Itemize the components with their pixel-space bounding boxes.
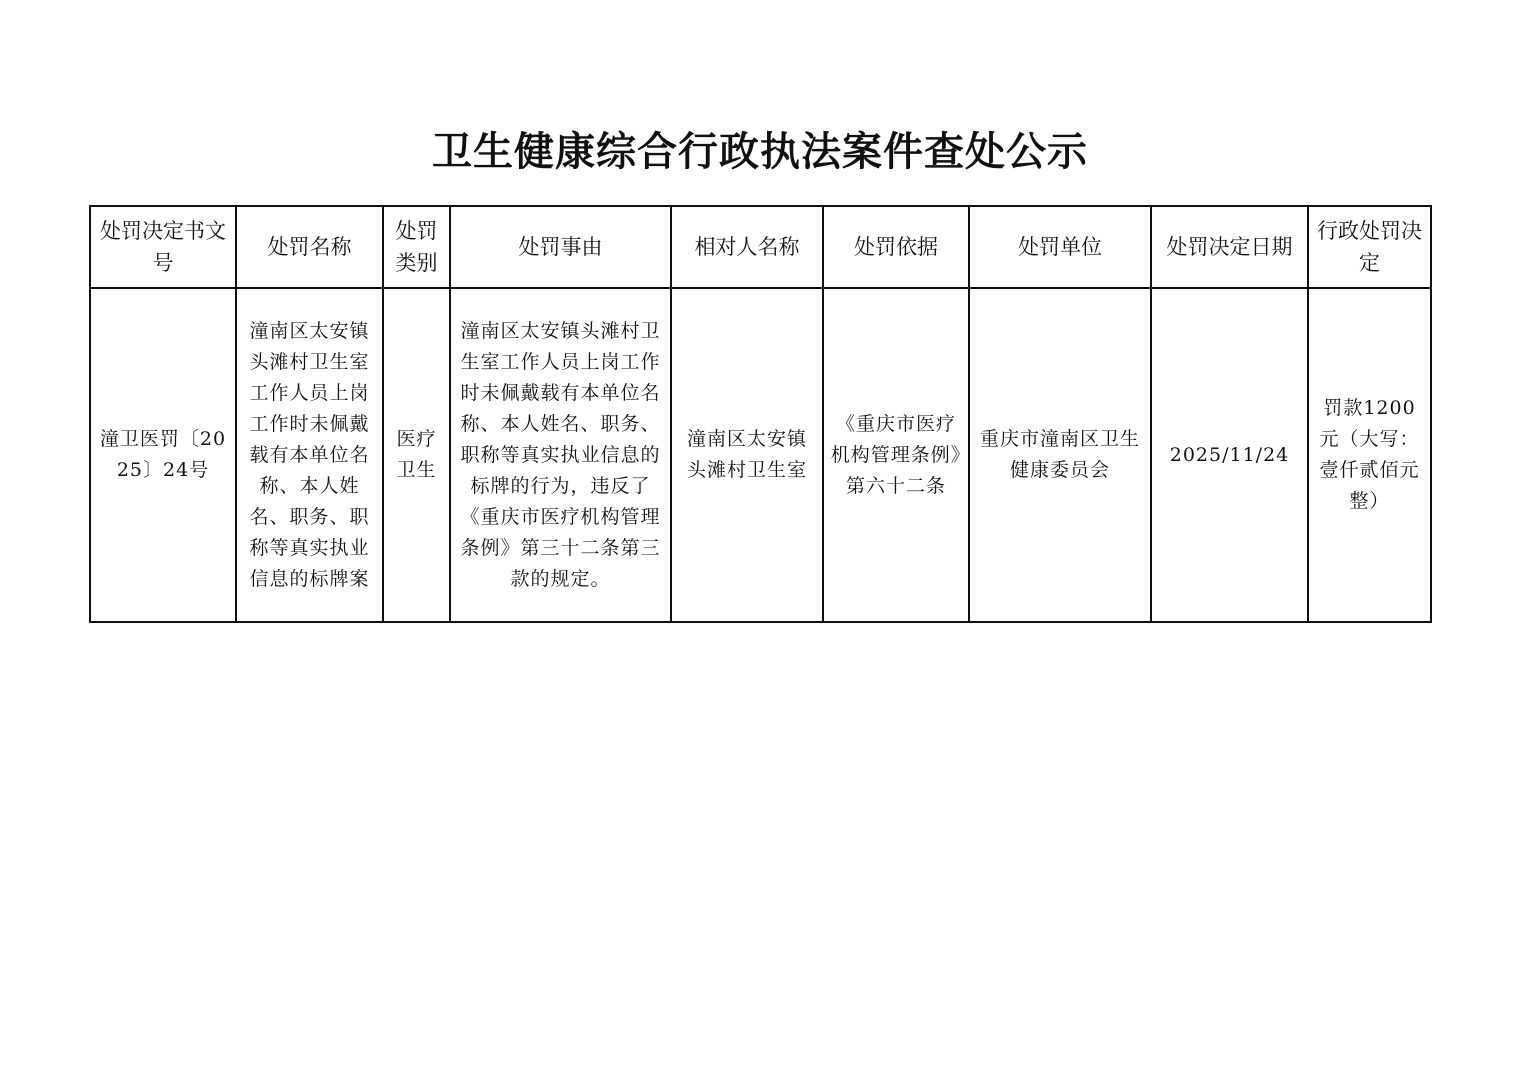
cell-penalty-basis: 《重庆市医疗机构管理条例》第六十二条 bbox=[823, 288, 969, 622]
header-penalty-category: 处罚类别 bbox=[383, 206, 450, 288]
header-decision-date: 处罚决定日期 bbox=[1151, 206, 1308, 288]
cell-decision-date: 2025/11/24 bbox=[1151, 288, 1308, 622]
header-penalty-unit: 处罚单位 bbox=[969, 206, 1151, 288]
table-row bbox=[90, 288, 1431, 622]
penalty-table bbox=[89, 205, 1432, 623]
header-penalty-name: 处罚名称 bbox=[236, 206, 383, 288]
cell-counterparty-name: 潼南区太安镇头滩村卫生室 bbox=[671, 288, 823, 622]
header-penalty-basis: 处罚依据 bbox=[823, 206, 969, 288]
cell-penalty-reason: 潼南区太安镇头滩村卫生室工作人员上岗工作时未佩戴载有本单位名称、本人姓名、职务、职称等真实执业信息的标牌的行为，违反了《重庆市医疗机构管理条例》第三十二条第三款的规定。 bbox=[450, 288, 671, 622]
header-counterparty-name: 相对人名称 bbox=[671, 206, 823, 288]
cell-penalty-category: 医疗卫生 bbox=[383, 288, 450, 622]
page-title: 卫生健康综合行政执法案件查处公示 bbox=[432, 128, 1088, 175]
cell-penalty-name: 潼南区太安镇头滩村卫生室工作人员上岗工作时未佩戴载有本单位名称、本人姓名、职务、职称等真实执业信息的标牌案 bbox=[236, 288, 383, 622]
cell-administrative-decision: 罚款1200元（大写：壹仟贰佰元整） bbox=[1308, 288, 1431, 622]
table-header-row bbox=[90, 206, 1431, 288]
cell-penalty-unit: 重庆市潼南区卫生健康委员会 bbox=[969, 288, 1151, 622]
cell-decision-number: 潼卫医罚〔2025〕24号 bbox=[90, 288, 236, 622]
header-decision-number: 处罚决定书文号 bbox=[90, 206, 236, 288]
header-administrative-decision: 行政处罚决定 bbox=[1308, 206, 1431, 288]
header-penalty-reason: 处罚事由 bbox=[450, 206, 671, 288]
